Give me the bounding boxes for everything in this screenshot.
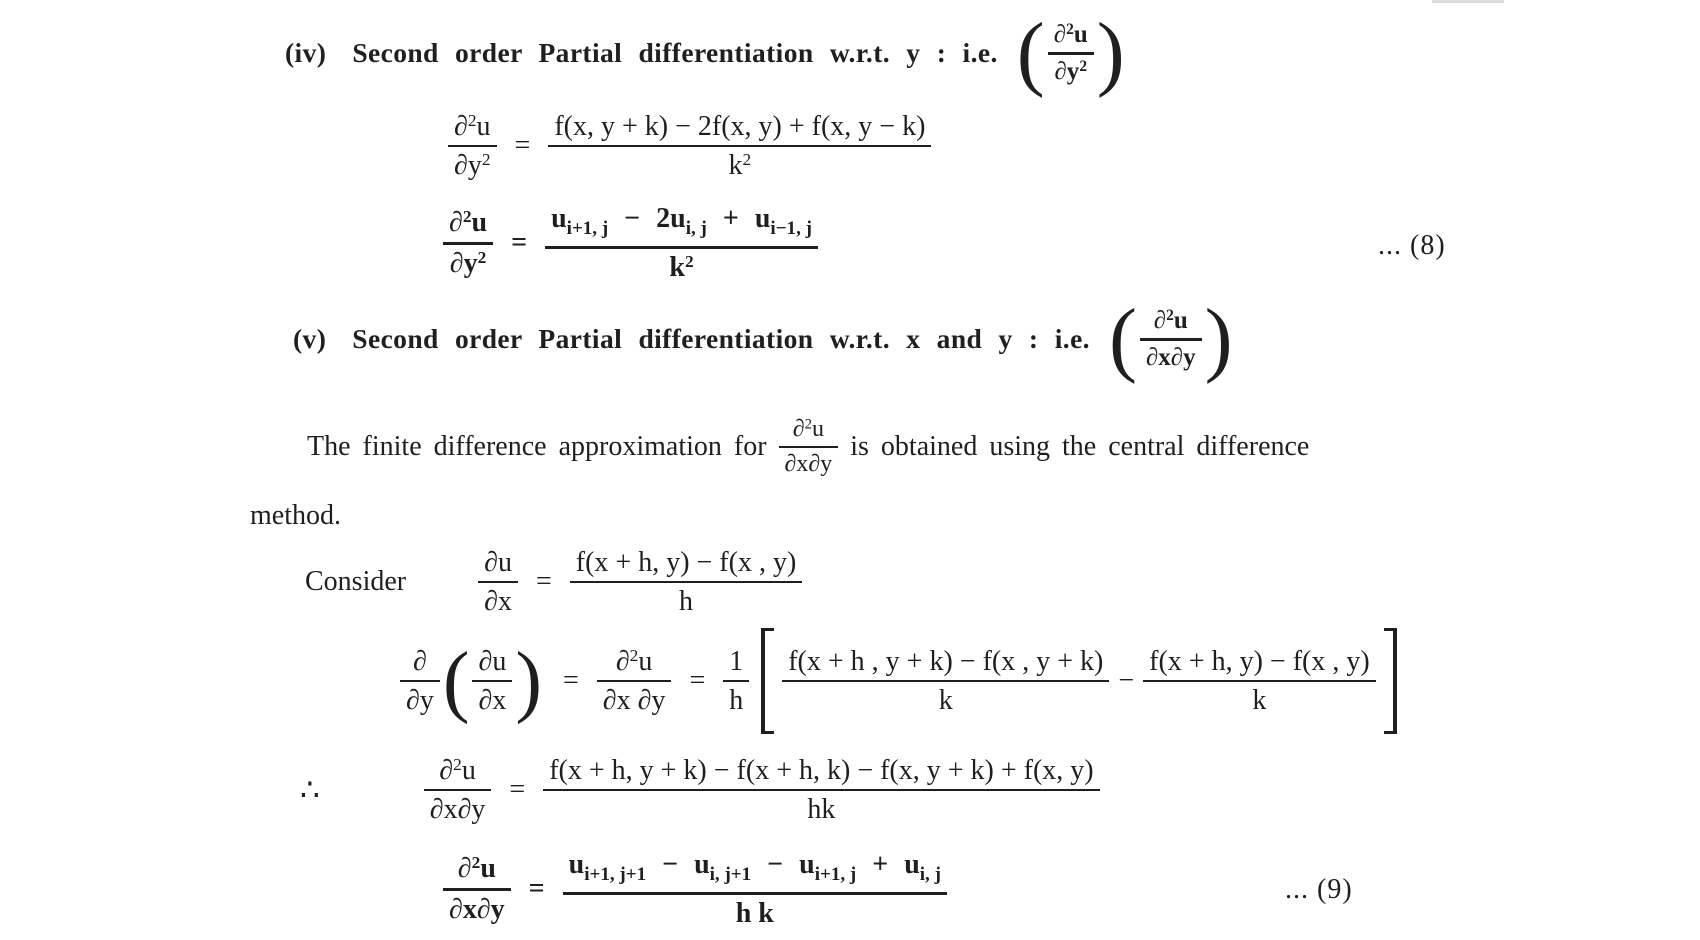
fraction-denominator: $\partial y^2$ <box>449 247 487 279</box>
fraction-numerator <box>545 203 818 243</box>
fraction-bar <box>400 680 440 682</box>
fraction-numerator <box>563 849 947 889</box>
fraction-numerator: ∂$^2$u <box>615 645 653 677</box>
minus-operator: − <box>624 202 641 234</box>
fraction-denominator: ∂x∂y <box>429 794 486 825</box>
fraction-numerator: ∂$^2$u <box>1053 20 1088 48</box>
fraction-bar <box>443 888 511 891</box>
item-marker-iv: (iv) <box>285 37 327 68</box>
fraction-denominator: $\partial y^2$ <box>1054 57 1088 85</box>
right-paren: ) <box>515 637 542 725</box>
equals-sign: = <box>514 130 531 161</box>
fraction-difference-quotient <box>782 646 1109 717</box>
heading-iv <box>285 8 1128 98</box>
fraction-bar <box>548 145 931 147</box>
fraction-bar <box>723 680 749 682</box>
equation-consider <box>305 536 802 628</box>
minus-operator: − <box>662 848 679 880</box>
consider-label: Consider <box>305 566 407 597</box>
fraction-numerator: ∂$^2$u <box>457 853 496 885</box>
fraction-bar <box>543 789 1099 791</box>
fraction-denominator: k <box>938 685 953 716</box>
fraction-numerator: ∂ <box>413 645 427 677</box>
right-bracket-icon <box>1384 628 1397 734</box>
fraction-numerator: ∂$^2$u <box>439 754 476 786</box>
fraction-difference-quotient <box>570 547 803 618</box>
inline-fraction-d2u-dxdy <box>779 416 839 478</box>
fraction-denominator: $k^2$ <box>669 251 694 283</box>
equation-dxdy-discrete <box>443 840 947 938</box>
fraction-numerator: ∂$^2$u <box>792 416 825 443</box>
fraction-du-dx <box>478 547 518 618</box>
fraction-bar <box>1048 52 1094 55</box>
fraction-denominator: h <box>679 586 694 617</box>
fraction-d-dy <box>400 646 440 717</box>
fraction-numerator: 1 <box>729 645 744 677</box>
equals-sign: = <box>511 227 528 258</box>
fraction-denominator: ∂x ∂y <box>602 685 666 716</box>
fraction-denominator: ∂x∂y <box>449 893 505 925</box>
fraction-bar <box>570 581 803 583</box>
fraction-denominator: ∂x∂y <box>1145 343 1196 371</box>
equals-sign: = <box>535 566 552 597</box>
left-paren: ( <box>1016 6 1045 100</box>
paragraph-text-method: method. <box>250 500 341 531</box>
grid-term: $u_{i+1, j}$ <box>799 848 857 885</box>
left-paren: ( <box>1108 292 1137 386</box>
fraction-du-dx <box>472 646 512 717</box>
equals-sign: = <box>562 665 579 696</box>
paragraph-line-2 <box>250 498 341 534</box>
grid-term: $2u_{i, j}$ <box>656 202 707 239</box>
grid-term: $u_{i+1, j+1}$ <box>568 848 647 885</box>
grid-term: $u_{i+1, j}$ <box>551 202 609 239</box>
fraction-bar <box>472 680 512 682</box>
fraction-d2u-dy2 <box>443 207 493 279</box>
fraction-denominator: ∂y <box>406 685 434 716</box>
fraction-denominator: k <box>1252 685 1267 716</box>
fraction-grid-values <box>545 203 818 284</box>
scan-artifact <box>1432 0 1504 3</box>
equation-number-9: ... (9) <box>1285 874 1353 905</box>
fraction-grid-values <box>563 849 947 930</box>
fraction-denominator: h k <box>735 898 774 929</box>
fraction-numerator: f(x + h, y + k) − f(x + h, k) − f(x, y + k) + f(x, y) <box>549 754 1094 786</box>
plus-operator: + <box>722 202 739 234</box>
fraction-difference-quotient <box>543 755 1099 826</box>
grid-term: $u_{i, j+1}$ <box>694 848 752 885</box>
fraction-bar <box>545 246 818 249</box>
fraction-bar <box>779 446 839 448</box>
minus-operator: − <box>767 848 784 880</box>
fraction-d2u-dxdy <box>443 853 511 925</box>
fraction-bar <box>1140 338 1202 341</box>
grid-term: $u_{i-1, j}$ <box>754 202 812 239</box>
equals-sign: = <box>528 873 545 904</box>
item-marker-v: (v) <box>293 323 327 354</box>
fraction-denominator: ∂x <box>478 685 507 716</box>
grid-term: $u_{i, j}$ <box>904 848 941 885</box>
heading-v <box>293 290 1236 388</box>
equals-sign: = <box>689 665 706 696</box>
fraction-difference-quotient <box>1143 646 1376 717</box>
fraction-numerator: f(x + h , y + k) − f(x , y + k) <box>788 645 1104 677</box>
heading-v-title: Second order Partial differentiation w.r.t. x and y : i.e. <box>352 323 1090 354</box>
fraction-bar <box>1143 680 1376 682</box>
fraction-denominator: ∂x∂y <box>784 451 833 477</box>
fraction-numerator: f(x + h, y) − f(x , y) <box>575 546 797 578</box>
equation-number-8: ... (8) <box>1378 230 1446 261</box>
fraction-d2u-dxdy <box>1140 307 1202 372</box>
fraction-d2u-dy2 <box>448 111 497 182</box>
equation-chain <box>400 626 1397 736</box>
equation-therefore <box>300 742 1100 838</box>
left-bracket-icon <box>761 628 774 734</box>
fraction-denominator: h <box>729 685 744 716</box>
fraction-numerator: ∂u <box>484 546 512 578</box>
fraction-bar <box>424 789 492 791</box>
fraction-d2u-dxdy <box>424 755 492 826</box>
fraction-one-over-h <box>723 646 749 717</box>
fraction-numerator: ∂$^2$u <box>454 110 491 142</box>
fraction-numerator: f(x, y + k) − 2f(x, y) + f(x, y − k) <box>554 110 926 142</box>
fraction-numerator: f(x + h, y) − f(x , y) <box>1149 645 1370 677</box>
fraction-denominator: $\partial y^2$ <box>454 149 491 181</box>
equation-dy2-discrete <box>443 196 818 290</box>
fraction-d2u-dxdy <box>597 646 672 717</box>
fraction-difference-quotient <box>548 111 931 182</box>
therefore-symbol: ∴ <box>300 772 320 807</box>
fraction-d2u-dy2 <box>1048 21 1094 86</box>
fraction-bar <box>478 581 518 583</box>
minus-operator: − <box>1118 665 1135 696</box>
paragraph-line-1 <box>307 410 1309 484</box>
fraction-numerator: ∂$^2$u <box>449 207 488 239</box>
left-paren: ( <box>442 637 470 725</box>
fraction-bar <box>443 242 493 245</box>
equation-dy2-continuous <box>448 102 931 190</box>
plus-operator: + <box>872 848 889 880</box>
fraction-denominator: ∂x <box>484 586 512 617</box>
right-paren: ) <box>1096 6 1125 100</box>
fraction-bar <box>782 680 1109 682</box>
paragraph-text-before: The finite difference approximation for <box>307 431 767 462</box>
heading-iv-title: Second order Partial differentiation w.r.t. y : i.e. <box>352 37 998 68</box>
equals-sign: = <box>509 774 526 805</box>
paragraph-text-after: is obtained using the central difference <box>850 431 1310 462</box>
fraction-numerator: ∂u <box>478 645 507 677</box>
fraction-bar <box>448 145 497 147</box>
fraction-bar <box>597 680 672 682</box>
fraction-numerator: ∂$^2$u <box>1153 306 1188 334</box>
fraction-bar <box>563 892 947 895</box>
right-paren: ) <box>1204 292 1233 386</box>
fraction-denominator: hk <box>807 794 836 825</box>
fraction-denominator: $k^2$ <box>728 149 752 181</box>
